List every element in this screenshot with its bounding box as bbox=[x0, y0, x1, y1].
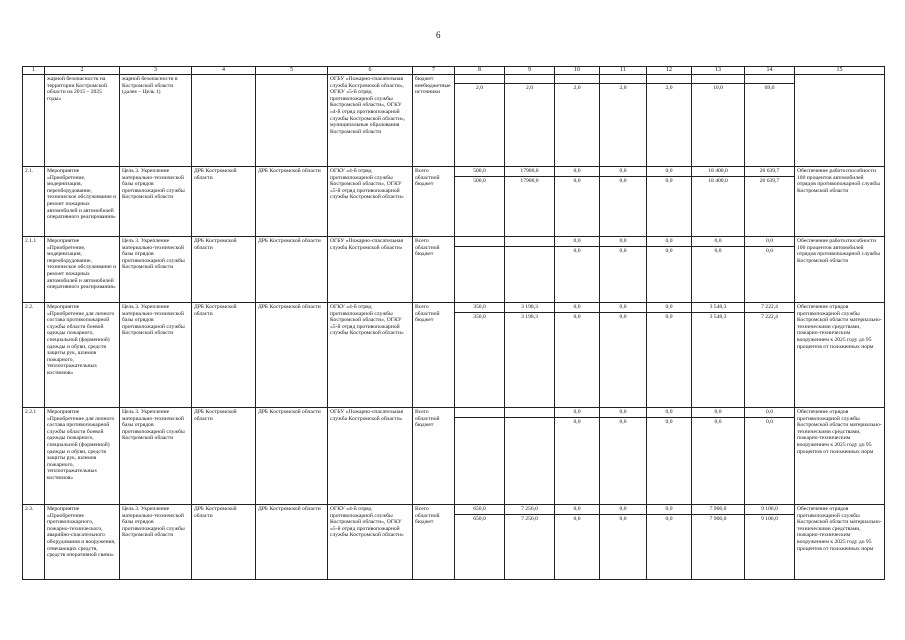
col-number: 10 bbox=[555, 67, 600, 75]
amount-budget: 0,0 bbox=[600, 176, 646, 186]
amount-budget: 0,0 bbox=[692, 417, 744, 427]
amount-total: 3 548,3 bbox=[709, 304, 727, 310]
amount-total bbox=[647, 75, 691, 83]
customer: ДРБ Костромской области bbox=[256, 167, 328, 237]
amount-total bbox=[455, 408, 504, 417]
amount-total: 0,0 bbox=[766, 238, 773, 244]
funding-source-budget: областной бюджет bbox=[415, 310, 440, 324]
amount-cell bbox=[555, 408, 600, 505]
funding-source bbox=[413, 237, 455, 303]
funding-source-total: Всего bbox=[415, 409, 429, 415]
coordinator bbox=[192, 75, 256, 167]
amount-total: 0,0 bbox=[619, 168, 627, 174]
amount-budget: 0,0 bbox=[600, 514, 646, 524]
amount-cell bbox=[745, 408, 795, 505]
amount-total: 0,0 bbox=[619, 409, 627, 415]
amount-total: 26 639,7 bbox=[759, 168, 780, 174]
funding-source bbox=[413, 167, 455, 237]
measure-number: 2.2.1 bbox=[23, 408, 45, 505]
amount-total bbox=[505, 237, 554, 246]
coordinator: ДРБ Костромской области bbox=[192, 167, 256, 237]
funding-source bbox=[413, 408, 455, 505]
table-row bbox=[23, 237, 885, 303]
funding-source-total: Всего bbox=[415, 304, 429, 310]
table-row bbox=[23, 75, 885, 167]
measure-number bbox=[23, 75, 45, 167]
measure-goal: Цель 3. Укрепление материально-технической базы отрядов противопожарной службы Костромской области bbox=[120, 303, 192, 408]
measure-goal: Цель 3. Укрепление материально-технической базы отрядов противопожарной службы Костромской области bbox=[120, 237, 192, 303]
amount-cell bbox=[505, 75, 555, 167]
amount-budget: 500,0 bbox=[455, 176, 504, 186]
amount-cell bbox=[692, 75, 745, 167]
amount-budget: 650,0 bbox=[455, 514, 504, 524]
amount-total: 17900,0 bbox=[520, 168, 539, 174]
amount-budget: 2,0 bbox=[455, 83, 504, 92]
executor: ОГКУ «4-й отряд противопожарной службы Костромской области», ОГКУ «5-й отряд противопожарной службы Костромской области» bbox=[328, 167, 413, 237]
amount-total bbox=[745, 75, 794, 83]
amount-cell bbox=[600, 303, 647, 408]
amount-budget: 2,0 bbox=[600, 83, 646, 92]
amount-total: 18 400,0 bbox=[708, 168, 728, 174]
amount-budget: 0,0 bbox=[555, 176, 599, 186]
measure-number: 2.2. bbox=[23, 303, 45, 408]
col-number: 8 bbox=[455, 67, 505, 75]
amount-total: 0,0 bbox=[714, 238, 722, 244]
measure-name: Мероприятие «Приобретение для личного состава противопожарной службы области боевой одежды пожарного, специальной (форменной) одежды и обуви, средств защиты рук, шлемов пожарного, теплоотражательных костюмов» bbox=[45, 408, 120, 505]
amount-budget: 350,0 bbox=[455, 312, 504, 322]
column-numbers-row bbox=[23, 67, 885, 75]
page-number: 6 bbox=[436, 30, 441, 40]
col-number: 7 bbox=[413, 67, 455, 75]
amount-total: 0,0 bbox=[766, 409, 773, 415]
amount-cell bbox=[600, 408, 647, 505]
amount-total bbox=[505, 408, 554, 417]
amount-cell bbox=[600, 505, 647, 580]
col-number: 1 bbox=[23, 67, 45, 75]
program-measures-table bbox=[22, 66, 885, 580]
amount-budget: 3 548,3 bbox=[692, 312, 744, 322]
amount-cell bbox=[455, 505, 505, 580]
amount-total: 7 256,0 bbox=[521, 506, 538, 512]
measure-goal: жарной безопасности в Костромской области (далее – Цель 1) bbox=[120, 75, 192, 167]
amount-cell bbox=[692, 303, 745, 408]
amount-budget: 26 639,7 bbox=[745, 176, 794, 186]
amount-budget: 0,0 bbox=[555, 312, 599, 322]
expected-result: Обеспечение отрядов противопожарной службы Костромской области материально-техническими средствами, пожарно-техническим вооружением к 2025 году до 95 процентов от положенных норм bbox=[795, 505, 885, 580]
amount-budget: 0,0 bbox=[647, 246, 691, 256]
measure-name: Мероприятие «Приобретение для личного состава противопожарной службы области боевой одежды пожарного, специальной (форменной) одежды и обуви, средств защиты рук, шлемов пожарного, теплоотражательных костюмов» bbox=[45, 303, 120, 408]
amount-budget: 0,0 bbox=[555, 417, 599, 427]
amount-cell bbox=[555, 303, 600, 408]
amount-total: 0,0 bbox=[665, 304, 673, 310]
col-number: 5 bbox=[256, 67, 328, 75]
amount-cell bbox=[745, 237, 795, 303]
measure-goal: Цель 3. Укрепление материально-технической базы отрядов противопожарной службы Костромской области bbox=[120, 408, 192, 505]
funding-source bbox=[413, 75, 455, 167]
funding-source-budget: внебюджетные источники bbox=[415, 82, 451, 96]
amount-budget: 2,0 bbox=[505, 83, 554, 92]
amount-budget: 9 106,0 bbox=[745, 514, 794, 524]
amount-cell bbox=[692, 237, 745, 303]
amount-cell bbox=[505, 408, 555, 505]
amount-budget: 0,0 bbox=[647, 312, 691, 322]
amount-total: 0,0 bbox=[573, 238, 581, 244]
amount-total: 0,0 bbox=[665, 168, 673, 174]
amount-cell bbox=[505, 303, 555, 408]
amount-budget: 0,0 bbox=[555, 246, 599, 256]
amount-total: 650,0 bbox=[473, 506, 486, 512]
amount-budget: 3 198,3 bbox=[505, 312, 554, 322]
amount-cell bbox=[692, 505, 745, 580]
col-number: 12 bbox=[647, 67, 692, 75]
col-number: 13 bbox=[692, 67, 745, 75]
col-number: 9 bbox=[505, 67, 555, 75]
amount-cell bbox=[555, 505, 600, 580]
amount-cell bbox=[647, 75, 692, 167]
expected-result: Обеспечение работоспособности 100 процентов автомобилей отрядов противопожарной службы Костромской области bbox=[795, 167, 885, 237]
amount-total: 0,0 bbox=[573, 409, 581, 415]
measure-number: 2.3. bbox=[23, 505, 45, 580]
expected-result: Обеспечение отрядов противопожарной службы Костромской области материально-техническими средствами, пожарно-техническим вооружением к 2025 году до 95 процентов от положенных норм bbox=[795, 303, 885, 408]
amount-cell bbox=[555, 75, 600, 167]
measure-goal: Цель 3. Укрепление материально-технической базы отрядов противопожарной службы Костромской области bbox=[120, 167, 192, 237]
funding-source-total: Всего bbox=[415, 506, 429, 512]
executor: ОГКУ «4-й отряд противопожарной службы Костромской области», ОГКУ «5-й отряд противопожарной службы Костромской области» bbox=[328, 303, 413, 408]
amount-cell bbox=[555, 167, 600, 237]
executor: ОГБУ «Пожарно-спасательная служба Костромской области» bbox=[328, 237, 413, 303]
funding-source-total: Всего bbox=[415, 168, 429, 174]
amount-cell bbox=[647, 167, 692, 237]
customer: ДРБ Костромской области bbox=[256, 505, 328, 580]
amount-budget bbox=[505, 417, 554, 427]
amount-budget: 0,0 bbox=[745, 246, 794, 256]
amount-total: 0,0 bbox=[619, 304, 627, 310]
expected-result bbox=[795, 75, 885, 167]
measure-name: Мероприятие «Приобретение противопожарного, пожарно-технического, аварийно-спасательного оборудования и вооружения, отвечающих средств, средств оперативной связи» bbox=[45, 505, 120, 580]
table-row bbox=[23, 303, 885, 408]
amount-total: 0,0 bbox=[665, 238, 673, 244]
coordinator: ДРБ Костромской области bbox=[192, 505, 256, 580]
amount-total: 500,0 bbox=[473, 168, 486, 174]
amount-cell bbox=[692, 167, 745, 237]
amount-budget: 0,0 bbox=[647, 514, 691, 524]
coordinator: ДРБ Костромской области bbox=[192, 237, 256, 303]
amount-cell bbox=[555, 237, 600, 303]
table-row bbox=[23, 167, 885, 237]
customer: ДРБ Костромской области bbox=[256, 237, 328, 303]
amount-total bbox=[505, 75, 554, 83]
measure-name: Мероприятие «Приобретение, модернизация, переоборудование, техническое обслуживание и ремонт пожарных автомобилей и автомобилей оперативного реагирования» bbox=[45, 237, 120, 303]
table-row bbox=[23, 505, 885, 580]
amount-total: 350,0 bbox=[473, 304, 486, 310]
amount-budget bbox=[455, 246, 504, 256]
amount-total: 0,0 bbox=[665, 409, 673, 415]
measure-name: жарной безопасности на территории Костромской области на 2015 – 2025 годы» bbox=[45, 75, 120, 167]
table-row bbox=[23, 408, 885, 505]
amount-budget: 7 256,0 bbox=[505, 514, 554, 524]
executor: ОГБУ «Пожарно-спасательная служба Костромской области» bbox=[328, 408, 413, 505]
amount-budget bbox=[505, 246, 554, 256]
amount-total: 7 222,4 bbox=[761, 304, 778, 310]
executor: ОГБУ «Пожарно-спасательная служба Костромской области», ОГКУ «5-й отряд противопожарной службы Костромской области», ОГКУ «4-й отряд противопожарной службы Костромской области», муниципальные образования Костромской области bbox=[328, 75, 413, 167]
amount-total bbox=[455, 237, 504, 246]
amount-cell bbox=[600, 75, 647, 167]
measure-number: 2.1.1 bbox=[23, 237, 45, 303]
amount-cell bbox=[600, 237, 647, 303]
col-number: 6 bbox=[328, 67, 413, 75]
amount-budget: 7 906,0 bbox=[692, 514, 744, 524]
amount-budget: 0,0 bbox=[647, 176, 691, 186]
amount-cell bbox=[745, 167, 795, 237]
amount-budget: 7 222,4 bbox=[745, 312, 794, 322]
amount-budget: 69,0 bbox=[745, 83, 794, 92]
col-number: 3 bbox=[120, 67, 192, 75]
amount-budget: 17900,0 bbox=[505, 176, 554, 186]
funding-source-budget: областной бюджет bbox=[415, 244, 440, 258]
amount-budget: 18 400,0 bbox=[692, 176, 744, 186]
amount-total: 9 106,0 bbox=[761, 506, 778, 512]
expected-result: Обеспечение работоспособности 100 процентов автомобилей отрядов противопожарной службы Костромской области bbox=[795, 237, 885, 303]
funding-source bbox=[413, 505, 455, 580]
amount-budget: 0,0 bbox=[600, 246, 646, 256]
measure-name: Мероприятие «Приобретение, модернизация, переоборудование, техническое обслуживание и ремонт пожарных автомобилей и автомобилей оперативного реагирования» bbox=[45, 167, 120, 237]
customer: ДРБ Костромской области bbox=[256, 303, 328, 408]
col-number: 11 bbox=[600, 67, 647, 75]
amount-total: 0,0 bbox=[714, 409, 722, 415]
customer bbox=[256, 75, 328, 167]
amount-total: 0,0 bbox=[665, 506, 673, 512]
amount-cell bbox=[455, 167, 505, 237]
amount-cell bbox=[647, 408, 692, 505]
amount-cell bbox=[692, 408, 745, 505]
coordinator: ДРБ Костромской области bbox=[192, 303, 256, 408]
executor: ОГКУ «4-й отряд противопожарной службы Костромской области», ОГКУ «5-й отряд противопожарной службы Костромской области» bbox=[328, 505, 413, 580]
amount-cell bbox=[505, 237, 555, 303]
amount-cell bbox=[455, 75, 505, 167]
amount-total bbox=[692, 75, 744, 83]
amount-budget: 0,0 bbox=[600, 417, 646, 427]
amount-budget: 2,0 bbox=[647, 83, 691, 92]
coordinator: ДРБ Костромской области bbox=[192, 408, 256, 505]
amount-budget: 2,0 bbox=[555, 83, 599, 92]
col-number: 4 bbox=[192, 67, 256, 75]
amount-budget: 0,0 bbox=[555, 514, 599, 524]
customer: ДРБ Костромской области bbox=[256, 408, 328, 505]
amount-cell bbox=[745, 505, 795, 580]
col-number: 15 bbox=[795, 67, 885, 75]
amount-budget: 0,0 bbox=[647, 417, 691, 427]
amount-total: 0,0 bbox=[619, 238, 627, 244]
amount-cell bbox=[455, 408, 505, 505]
amount-total: 0,0 bbox=[573, 304, 581, 310]
amount-cell bbox=[600, 167, 647, 237]
measure-number: 2.1. bbox=[23, 167, 45, 237]
col-number: 14 bbox=[745, 67, 795, 75]
amount-cell bbox=[647, 303, 692, 408]
amount-budget bbox=[455, 417, 504, 427]
amount-total bbox=[555, 75, 599, 83]
funding-source-budget: областной бюджет bbox=[415, 415, 440, 429]
amount-budget: 0,0 bbox=[692, 246, 744, 256]
amount-total: 0,0 bbox=[619, 506, 627, 512]
amount-budget: 0,0 bbox=[600, 312, 646, 322]
measure-goal: Цель 3. Укрепление материально-технической базы отрядов противопожарной службы Костромской области bbox=[120, 505, 192, 580]
funding-source-total: Всего bbox=[415, 238, 429, 244]
col-number: 2 bbox=[45, 67, 120, 75]
funding-source bbox=[413, 303, 455, 408]
amount-total: 7 906,0 bbox=[709, 506, 727, 512]
amount-total bbox=[455, 75, 504, 83]
amount-cell bbox=[505, 505, 555, 580]
amount-total: 0,0 bbox=[573, 168, 581, 174]
amount-cell bbox=[647, 505, 692, 580]
amount-cell bbox=[647, 237, 692, 303]
amount-cell bbox=[745, 75, 795, 167]
amount-cell bbox=[745, 303, 795, 408]
amount-cell bbox=[505, 167, 555, 237]
amount-budget: 0,0 bbox=[745, 417, 794, 427]
funding-source-budget: областной бюджет bbox=[415, 512, 440, 526]
amount-cell bbox=[455, 237, 505, 303]
amount-total: 0,0 bbox=[573, 506, 581, 512]
amount-budget: 10,0 bbox=[692, 83, 744, 92]
amount-total: 3 198,3 bbox=[521, 304, 538, 310]
amount-total bbox=[600, 75, 646, 83]
amount-cell bbox=[455, 303, 505, 408]
expected-result: Обеспечение отрядов противопожарной службы Костромской области материально-техническими средствами, пожарно-техническим вооружением к 2025 году до 95 процентов от положенных норм bbox=[795, 408, 885, 505]
funding-source-budget: областной бюджет bbox=[415, 174, 440, 188]
funding-source-total: бюджет bbox=[415, 76, 434, 82]
